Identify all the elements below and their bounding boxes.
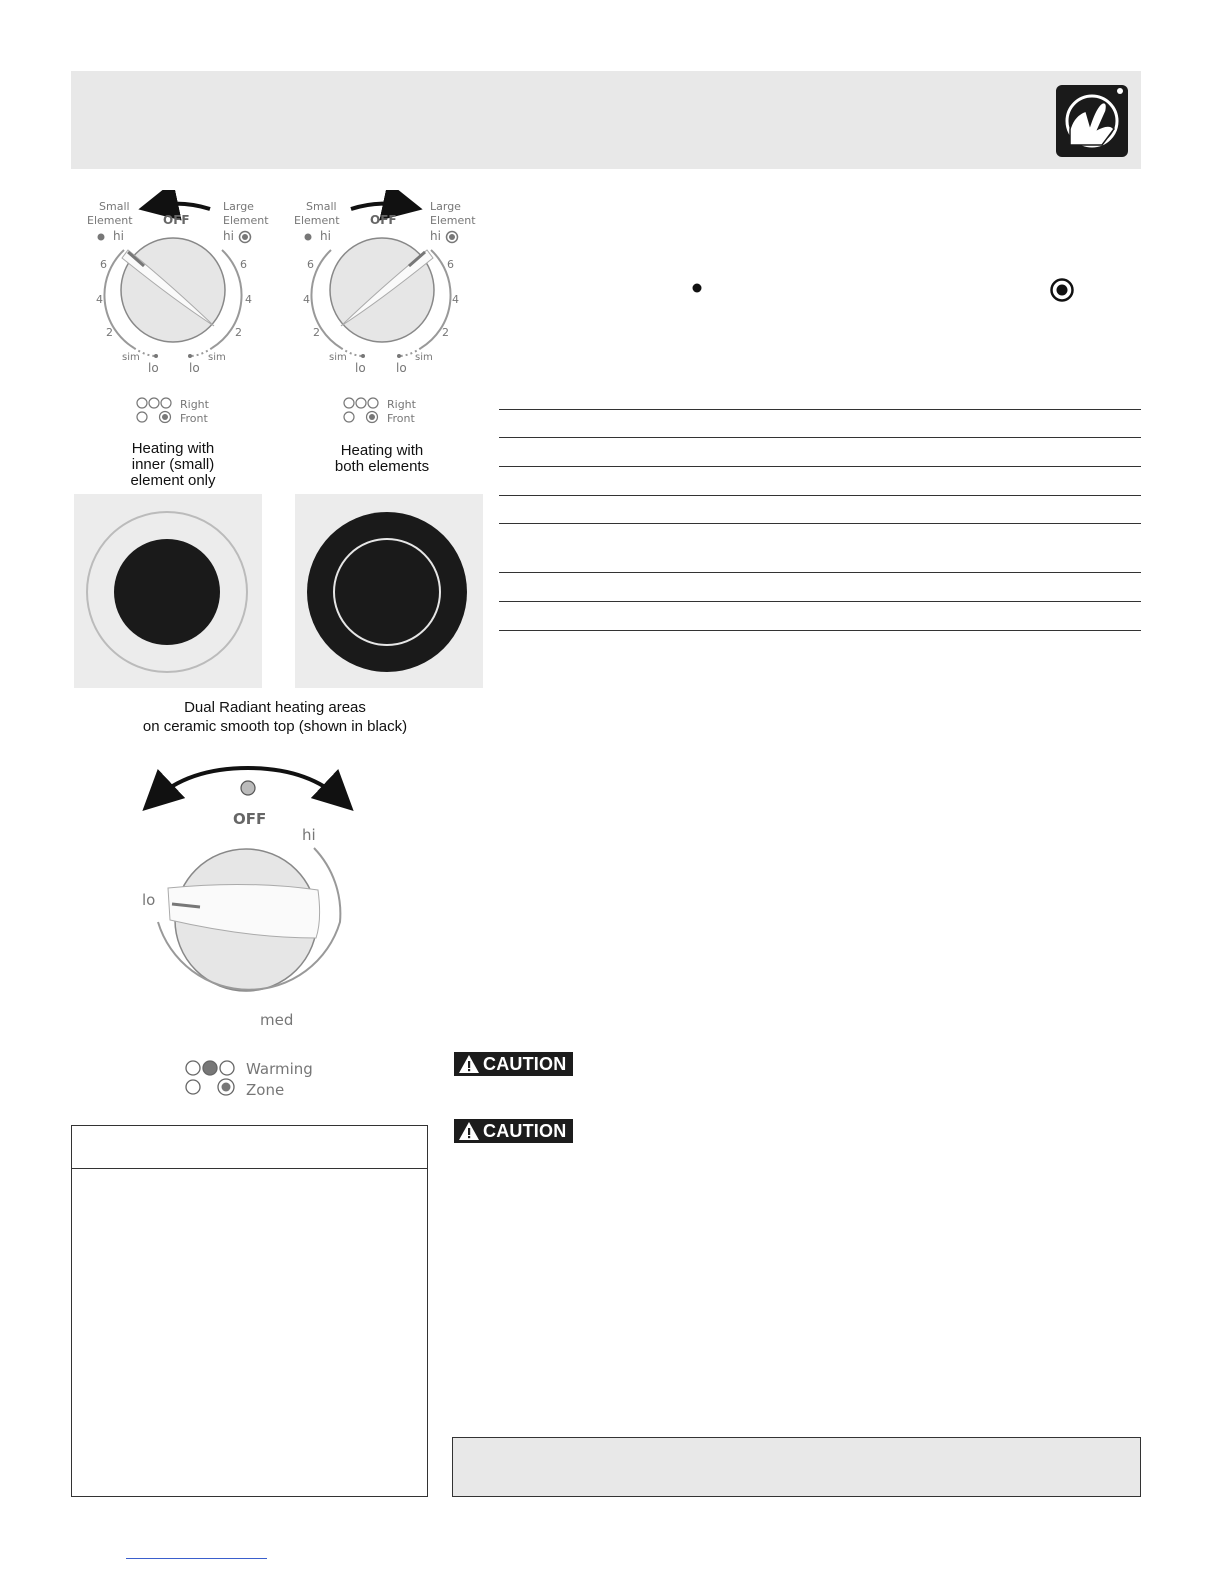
scale-left-2: 2 [313,326,320,339]
position-line2: Front [180,412,208,425]
small-hi-label: hi [320,229,331,243]
dual-element-knob-both[interactable] [289,190,479,375]
footer-link[interactable] [126,1558,267,1559]
position-indicator-right-front [341,396,441,426]
caption-inner-element: Heating with inner (small) element only [130,440,216,489]
small-hi-label: hi [113,229,124,243]
warming-zone-line2: Zone [246,1081,285,1099]
position-line1: Right [180,398,209,411]
caption-both-elements: Heating with both elements [334,442,430,475]
side-box-divider [71,1168,428,1169]
med-label: med [260,1011,294,1029]
scale-left-6: 6 [307,258,314,271]
warming-zone-knob[interactable] [128,760,368,1035]
large-hi-label: hi [430,229,441,243]
small-element-label: Small [306,200,337,213]
warming-zone-line1: Warming [246,1060,313,1078]
position-line1: Right [387,398,416,411]
warming-zone-indicator [183,1058,333,1100]
large-element-label-2: Element [223,214,269,227]
sim-right-label: sim [415,352,433,363]
side-info-box [71,1125,428,1497]
table-rule [499,466,1141,467]
table-rule [499,437,1141,438]
table-rule [499,523,1141,524]
scale-left-4: 4 [96,293,103,306]
sim-right-label: sim [208,352,226,363]
small-element-dot-icon [691,281,703,299]
sim-left-label: sim [329,352,347,363]
lo-left-label: lo [148,361,159,375]
scale-right-2: 2 [442,326,449,339]
dual-element-knob-small[interactable] [82,190,272,375]
scale-right-6: 6 [240,258,247,271]
scale-right-4: 4 [452,293,459,306]
lo-right-label: lo [396,361,407,375]
caption-heating-areas: Dual Radiant heating areas on ceramic smooth top (shown in black) [142,699,408,735]
position-line2: Front [387,412,415,425]
large-hi-label: hi [223,229,234,243]
scale-left-2: 2 [106,326,113,339]
header-band [71,71,1141,169]
scale-right-6: 6 [447,258,454,271]
heating-area-both [295,494,483,688]
small-element-label-2: Element [294,214,340,227]
warning-triangle-icon [458,1121,480,1141]
table-rule [499,572,1141,573]
position-indicator-right-front [134,396,234,426]
lo-right-label: lo [189,361,200,375]
scale-left-4: 4 [303,293,310,306]
large-element-label-2: Element [430,214,476,227]
note-box [452,1437,1141,1497]
large-element-label: Large [223,200,254,213]
table-rule [499,409,1141,410]
warning-triangle-icon [458,1054,480,1074]
sim-left-label: sim [122,352,140,363]
off-label: OFF [163,213,190,227]
small-element-label: Small [99,200,130,213]
table-rule [499,630,1141,631]
scale-left-6: 6 [100,258,107,271]
large-element-label: Large [430,200,461,213]
hand-turning-knob-icon [1056,85,1128,157]
scale-right-4: 4 [245,293,252,306]
table-rule [499,601,1141,602]
scale-right-2: 2 [235,326,242,339]
lo-left-label: lo [355,361,366,375]
table-rule [499,495,1141,496]
off-label: OFF [233,810,267,828]
caution-label: CAUTION [454,1052,573,1076]
heating-area-inner-only [74,494,262,688]
off-label: OFF [370,213,397,227]
large-element-ring-dot-icon [1049,277,1075,308]
small-element-label-2: Element [87,214,133,227]
caution-label: CAUTION [454,1119,573,1143]
lo-label: lo [142,891,156,909]
hi-label: hi [302,826,316,844]
